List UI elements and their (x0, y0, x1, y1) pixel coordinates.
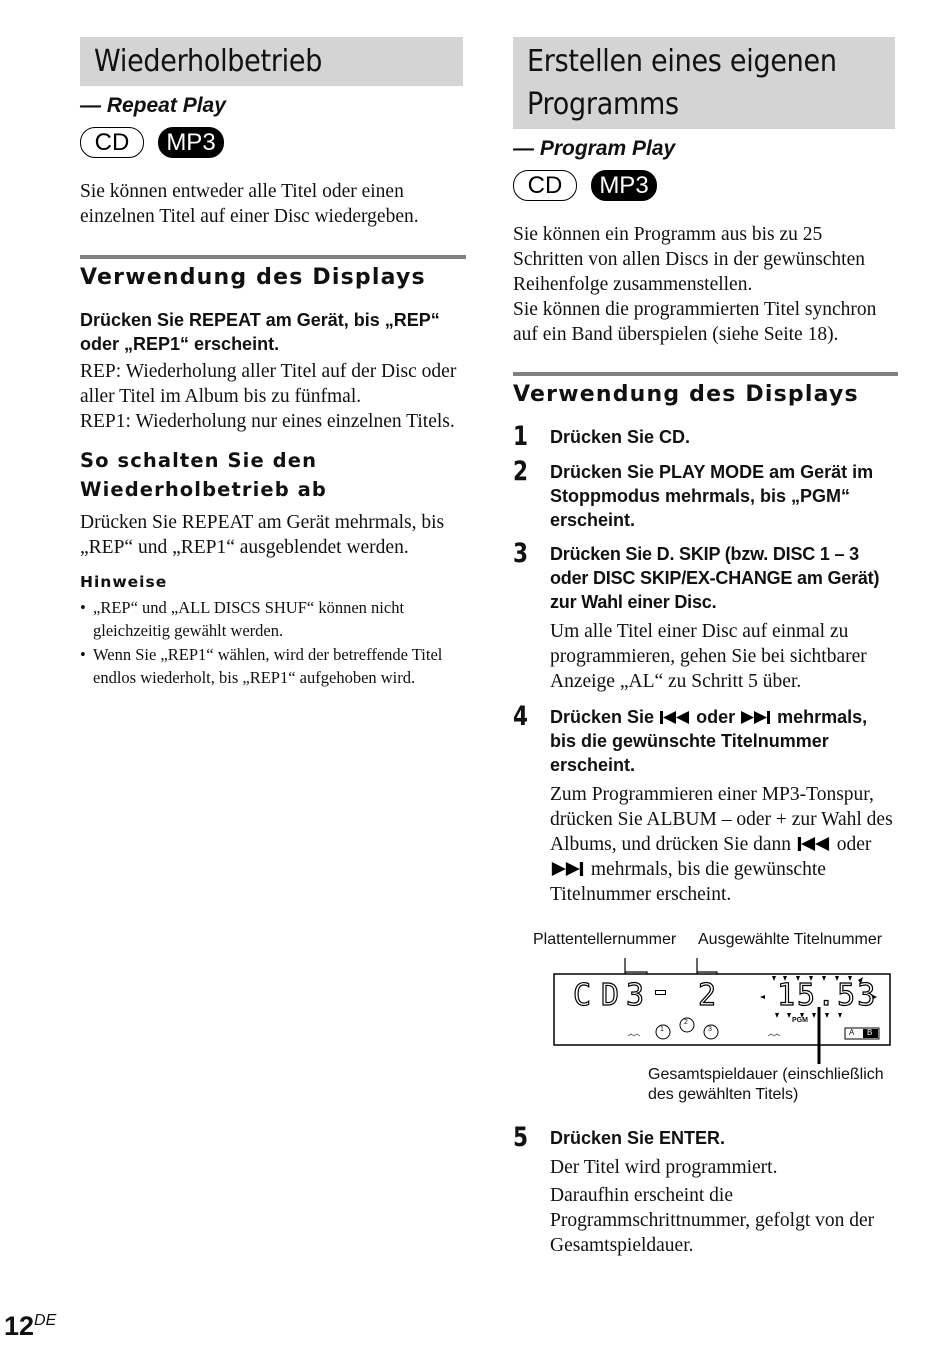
step-instruction: Drücken Sie D. SKIP (bzw. DISC 1 – 3 oder DISC SKIP/EX-CHANGE am Gerät) zur Wahl einer Disc. (550, 544, 880, 612)
page-language-suffix: DE (34, 1312, 57, 1329)
step-1 (513, 421, 898, 452)
step-description: Daraufhin erscheint die Programmschrittnummer, gefolgt von der Gesamtspieldauer. (550, 1185, 875, 1256)
track-number-label: Ausgewählte Titelnummer (698, 931, 883, 948)
step-2 (513, 456, 898, 532)
total-time-label: Gesamtspieldauer (einschließlich des gewählten Titels) (648, 1066, 884, 1103)
step-4 (513, 701, 898, 907)
program-play-title: Erstellen eines eigenen Programms (513, 37, 895, 129)
next-track-icon (550, 862, 586, 876)
step-instruction: Drücken Sie CD. (550, 427, 691, 447)
step-5 (513, 1122, 898, 1258)
mp3-badge: MP3 (158, 127, 224, 158)
step-instruction: Drücken Sie oder mehrmals, bis die gewünschte Titelnummer erscheint. (550, 707, 868, 775)
repeat-intro: Sie können entweder alle Titel oder einen einzelnen Titel auf einer Disc wiedergeben. (80, 181, 419, 227)
cancel-repeat-heading: So schalten Sie den Wiederholbetrieb ab (80, 449, 327, 501)
pgm-indicator: PGM (792, 1017, 808, 1024)
display-track-number: 2 (698, 978, 717, 1013)
repeat-instruction: Drücken Sie REPEAT am Gerät, bis „REP“ oder „REP1“ erscheint. (80, 310, 440, 354)
previous-track-icon (796, 837, 832, 851)
rep1-description: REP1: Wiederholung nur eines einzelnen Titels. (80, 411, 455, 432)
program-play-subtitle: — Program Play (513, 137, 676, 160)
format-badges (513, 170, 657, 201)
step-instruction: Drücken Sie ENTER. (550, 1128, 726, 1148)
step-number: 2 (513, 456, 529, 487)
step-instruction: Drücken Sie PLAY MODE am Gerät im Stoppmodus mehrmals, bis „PGM“ erscheint. (550, 462, 874, 530)
tape-b-indicator: B (867, 1028, 873, 1037)
notes-heading: Hinweise (80, 573, 168, 591)
section-heading: Verwendung des Displays (80, 265, 426, 290)
disc-mark-3: 3 (708, 1026, 712, 1033)
section-rule (513, 372, 898, 376)
note-item: • Wenn Sie „REP1“ wählen, wird der betreffende Titel endlos wiederholt, bis „REP1“ aufgehoben wird. (80, 645, 443, 687)
disc-number-label: Plattentellernummer (533, 931, 677, 948)
cancel-repeat-text: Drücken Sie REPEAT am Gerät mehrmals, bis „REP“ und „REP1“ ausgeblendet werden. (80, 512, 445, 558)
program-intro: Sie können ein Programm aus bis zu 25 Schritten von allen Discs in der gewünschten Reihenfolge zusammenstellen. (513, 224, 865, 295)
step-number: 3 (513, 538, 529, 569)
note-item: • „REP“ und „ALL DISCS SHUF“ können nicht gleichzeitig gewählt werden. (80, 598, 405, 640)
repeat-play-subtitle: — Repeat Play (80, 94, 226, 117)
step-number: 5 (513, 1122, 529, 1153)
step-number: 4 (513, 701, 529, 732)
step-3 (513, 538, 898, 694)
format-badges (80, 127, 224, 158)
step-description: Zum Programmieren einer MP3-Tonspur, drücken Sie ALBUM – oder + zur Wahl des Albums, und drücken Sie dann oder mehrmals, bis die gewünschte Titelnummer erscheint. (550, 784, 893, 905)
step-number: 1 (513, 421, 529, 452)
disc-mark-1: 1 (660, 1026, 664, 1033)
disc-mark-2: 2 (684, 1019, 688, 1026)
program-dubbing-note: Sie können die programmierten Titel synchron auf ein Band überspielen (siehe Seite 18). (513, 299, 877, 345)
rep-description: REP: Wiederholung aller Titel auf der Disc oder aller Titel im Album bis zu fünfmal. (80, 361, 457, 407)
step-description: Der Titel wird programmiert. (550, 1157, 778, 1178)
display-disc-prefix: CD (573, 978, 630, 1013)
cd-badge: CD (513, 170, 577, 201)
repeat-play-title: Wiederholbetrieb (80, 37, 463, 86)
tape-a-indicator: A (849, 1028, 855, 1037)
display-total-time: 15.53 (777, 978, 878, 1013)
page-number: 12DE (4, 1311, 57, 1341)
display-disc-number: 3 (626, 978, 645, 1013)
cd-badge: CD (80, 127, 144, 158)
section-rule (80, 255, 466, 259)
mp3-badge: MP3 (591, 170, 657, 201)
step-description: Um alle Titel einer Disc auf einmal zu programmieren, gehen Sie bei sichtbarer Anzeige „AL“ zu Schritt 5 über. (550, 621, 867, 692)
display-separator (655, 990, 666, 995)
previous-track-icon (659, 711, 691, 724)
next-track-icon (740, 711, 772, 724)
section-heading: Verwendung des Displays (513, 382, 859, 407)
